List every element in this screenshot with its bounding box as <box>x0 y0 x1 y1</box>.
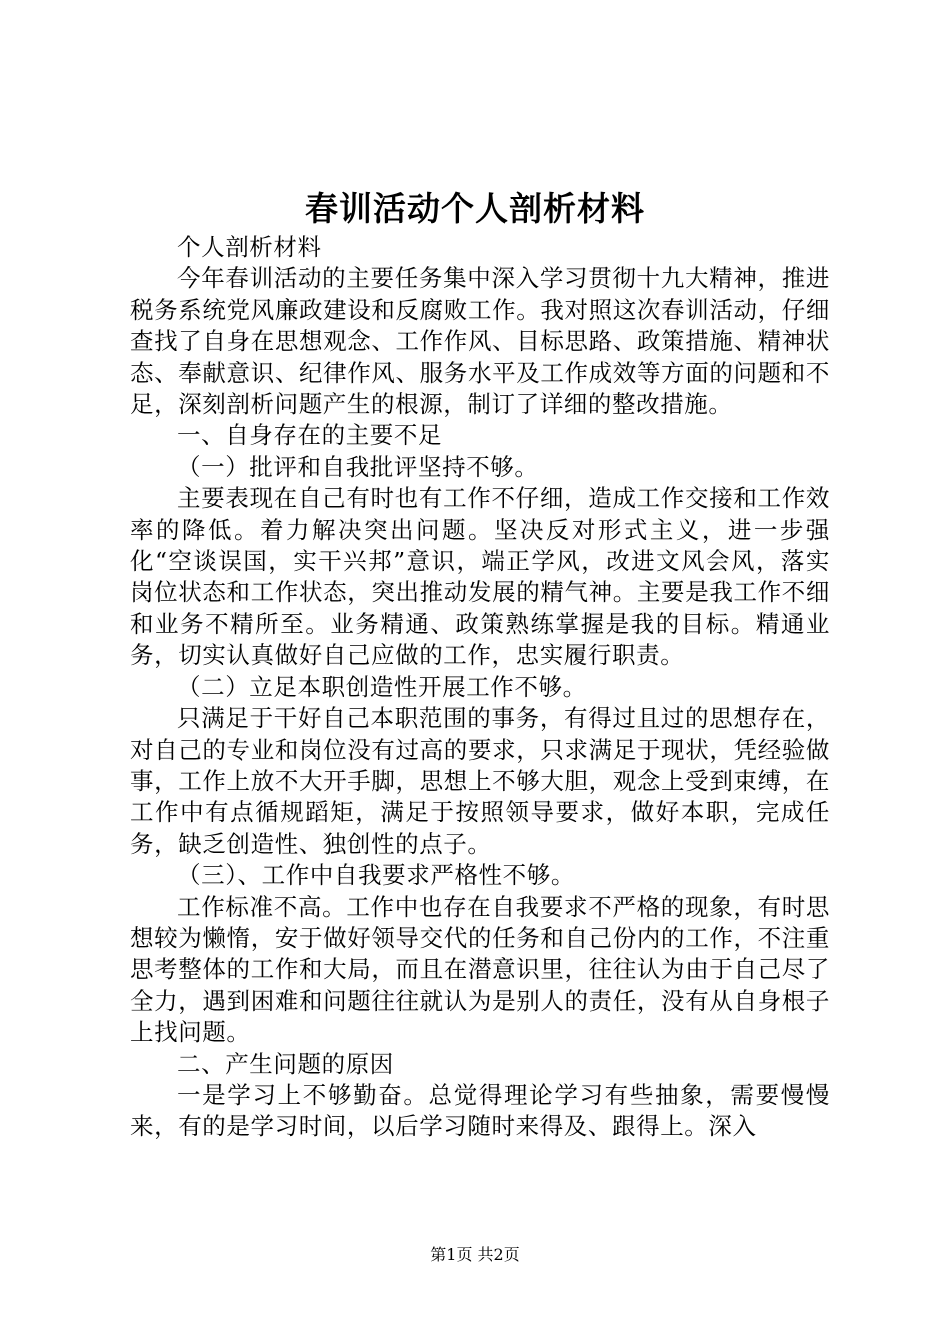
section-heading-shortcomings: 一、自身存在的主要不足 <box>177 421 443 450</box>
subheading-criticism: （一）批评和自我批评坚持不够。 <box>177 452 539 481</box>
paragraph-criticism: 主要表现在自己有时也有工作不仔细，造成工作交接和工作效率的降低。着力解决突出问题。坚决反对形式主义，进一步强化“空谈误国，实干兴邦”意识，端正学风，改进文风会风，落实岗位状态和工作状态，突出推动发展的精气神。主要是我工作不细和业务不精所至。业务精通、政策熟练掌握是我的目标。精通业务，切实认真做好自己应做的工作，忠实履行职责。 <box>130 484 830 670</box>
subheading-strictness: （三）、工作中自我要求严格性不够。 <box>177 861 575 890</box>
document-title: 春训活动个人剖析材料 <box>305 189 645 228</box>
paragraph-study: 一是学习上不够勤奋。总觉得理论学习有些抽象，需要慢慢来，有的是学习时间，以后学习随时来得及、跟得上。深入 <box>130 1080 830 1141</box>
page-number-footer: 第1页 共2页 <box>430 1245 520 1264</box>
paragraph-subtitle: 个人剖析材料 <box>177 233 322 261</box>
document-body <box>130 232 830 1143</box>
paragraph-creativity: 只满足于干好自己本职范围的事务，有得过且过的思想存在，对自己的专业和岗位没有过高的要求，只求满足于现状，凭经验做事，工作上放不大开手脚，思想上不够大胆，观念上受到束缚，在工作中有点循规蹈矩，满足于按照领导要求，做好本职，完成任务，缺乏创造性、独创性的点子。 <box>130 704 830 858</box>
paragraph-intro: 今年春训活动的主要任务集中深入学习贯彻十九大精神，推进税务系统党风廉政建设和反腐败工作。我对照这次春训活动，仔细查找了自身在思想观念、工作作风、目标思路、政策措施、精神状态、奉献意识、纪律作风、服务水平及工作成效等方面的问题和不足，深刻剖析问题产生的根源，制订了详细的整改措施。 <box>130 264 830 419</box>
section-heading-causes: 二、产生问题的原因 <box>177 1049 394 1078</box>
paragraph-strictness: 工作标准不高。工作中也存在自我要求不严格的现象，有时思想较为懒惰，安于做好领导交代的任务和自己份内的工作，不注重思考整体的工作和大局，而且在潜意识里，往往认为由于自己尽了全力，遇到困难和问题往往就认为是别人的责任，没有从自身根子上找问题。 <box>130 892 830 1047</box>
subheading-creativity: （二）立足本职创造性开展工作不够。 <box>177 672 587 701</box>
